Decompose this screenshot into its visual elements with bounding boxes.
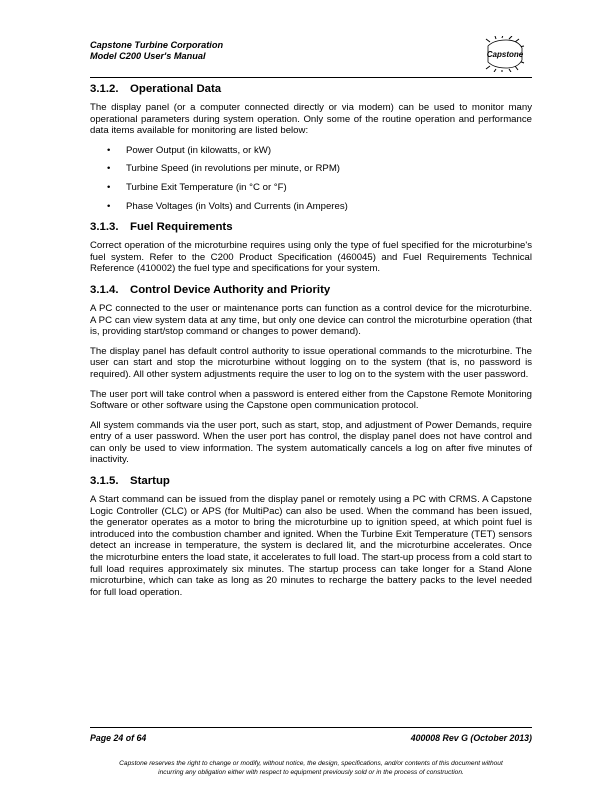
paragraph: The display panel has default control authority to issue operational commands to the microturbine. The user can start and stop the microturbine without logging on to the system (that is, no password is required). All other system adjustments require the user to log on to the system with the user password. [90, 345, 532, 380]
header-rule [90, 77, 532, 78]
list-item: • Turbine Exit Temperature (in °C or °F) [107, 181, 287, 193]
manual-title: Model C200 User's Manual [90, 51, 206, 61]
bullet-list [90, 145, 532, 212]
footer-disclaimer: Capstone reserves the right to change or modify, without notice, the design, specifications, and/or contents of this document without incurring any obligation either with respect to equipment previously sold or in the process of construction. [119, 760, 503, 776]
svg-text:Capstone: Capstone [486, 50, 524, 59]
paragraph: Correct operation of the microturbine requires using only the type of fuel specified for the microturbine's fuel system. Refer to the C200 Product Specification (460045) and Fuel Requirements Technical Reference (410002) the fuel type and specifications for your system. [90, 240, 532, 275]
section-heading: 3.1.2. Operational Data [90, 83, 222, 95]
capstone-logo [482, 36, 532, 72]
paragraph: A PC connected to the user or maintenance ports can function as a control device for the microturbine. A PC can view system data at any time, but only one device can control the microturbine operation (that is, providing start/stop command or changes to power demand). [90, 302, 532, 338]
paragraph: The display panel (or a computer connected directly or via modem) can be used to monitor many operational parameters during system operation. Only some of the routine operation and performance data items available for monitoring are listed below: [90, 102, 532, 137]
paragraph: The user port will take control when a password is entered either from the Capstone Remote Monitoring Software or other software using the Capstone open communication protocol. [90, 388, 532, 412]
section-heading: 3.1.3. Fuel Requirements [90, 221, 233, 234]
footer-rule [90, 727, 532, 728]
section-heading: 3.1.5. Startup [90, 475, 170, 488]
document-revision: 400008 Rev G (October 2013) [410, 733, 532, 743]
page-footer [90, 733, 532, 743]
list-item: • Phase Voltages (in Volts) and Currents (in Amperes) [107, 200, 348, 212]
section-heading: 3.1.4. Control Device Authority and Priority [90, 283, 331, 296]
paragraph: All system commands via the user port, such as start, stop, and adjustment of Power Demands, require entry of a user password. When the user port has control, the display panel does not have control and can only be used to view information. The system automatically cancels a log on after five minutes of inactivity. [90, 419, 532, 466]
page-content [90, 82, 532, 606]
page-number: Page 24 of 64 [90, 733, 147, 743]
page-header [90, 40, 532, 76]
company-name: Capstone Turbine Corporation [90, 40, 224, 50]
paragraph: A Start command can be issued from the display panel or remotely using a PC with CRMS. A Capstone Logic Controller (CLC) or APS (for MultiPac) can also be used. When the command has been issued, the generator operates as a motor to bring the microturbine up to ignition speed, at which point fuel is introduced into the combustion chamber and ignited. When the Turbine Exit Temperature (TET) sensors detect an increase in temperature, the system is declared lit, and the microturbine accelerates. Once the microturbine enters the load state, it accelerates to full load. The start-up process from a cold start to full load requires approximately six minutes. The startup process can take longer for a Stand Alone microturbine, which can take as long as 20 minutes to recharge the battery packs to the level needed for full load operation. [90, 494, 532, 598]
list-item: • Turbine Speed (in revolutions per minute, or RPM) [107, 163, 340, 175]
list-item: • Power Output (in kilowatts, or kW) [107, 144, 272, 156]
